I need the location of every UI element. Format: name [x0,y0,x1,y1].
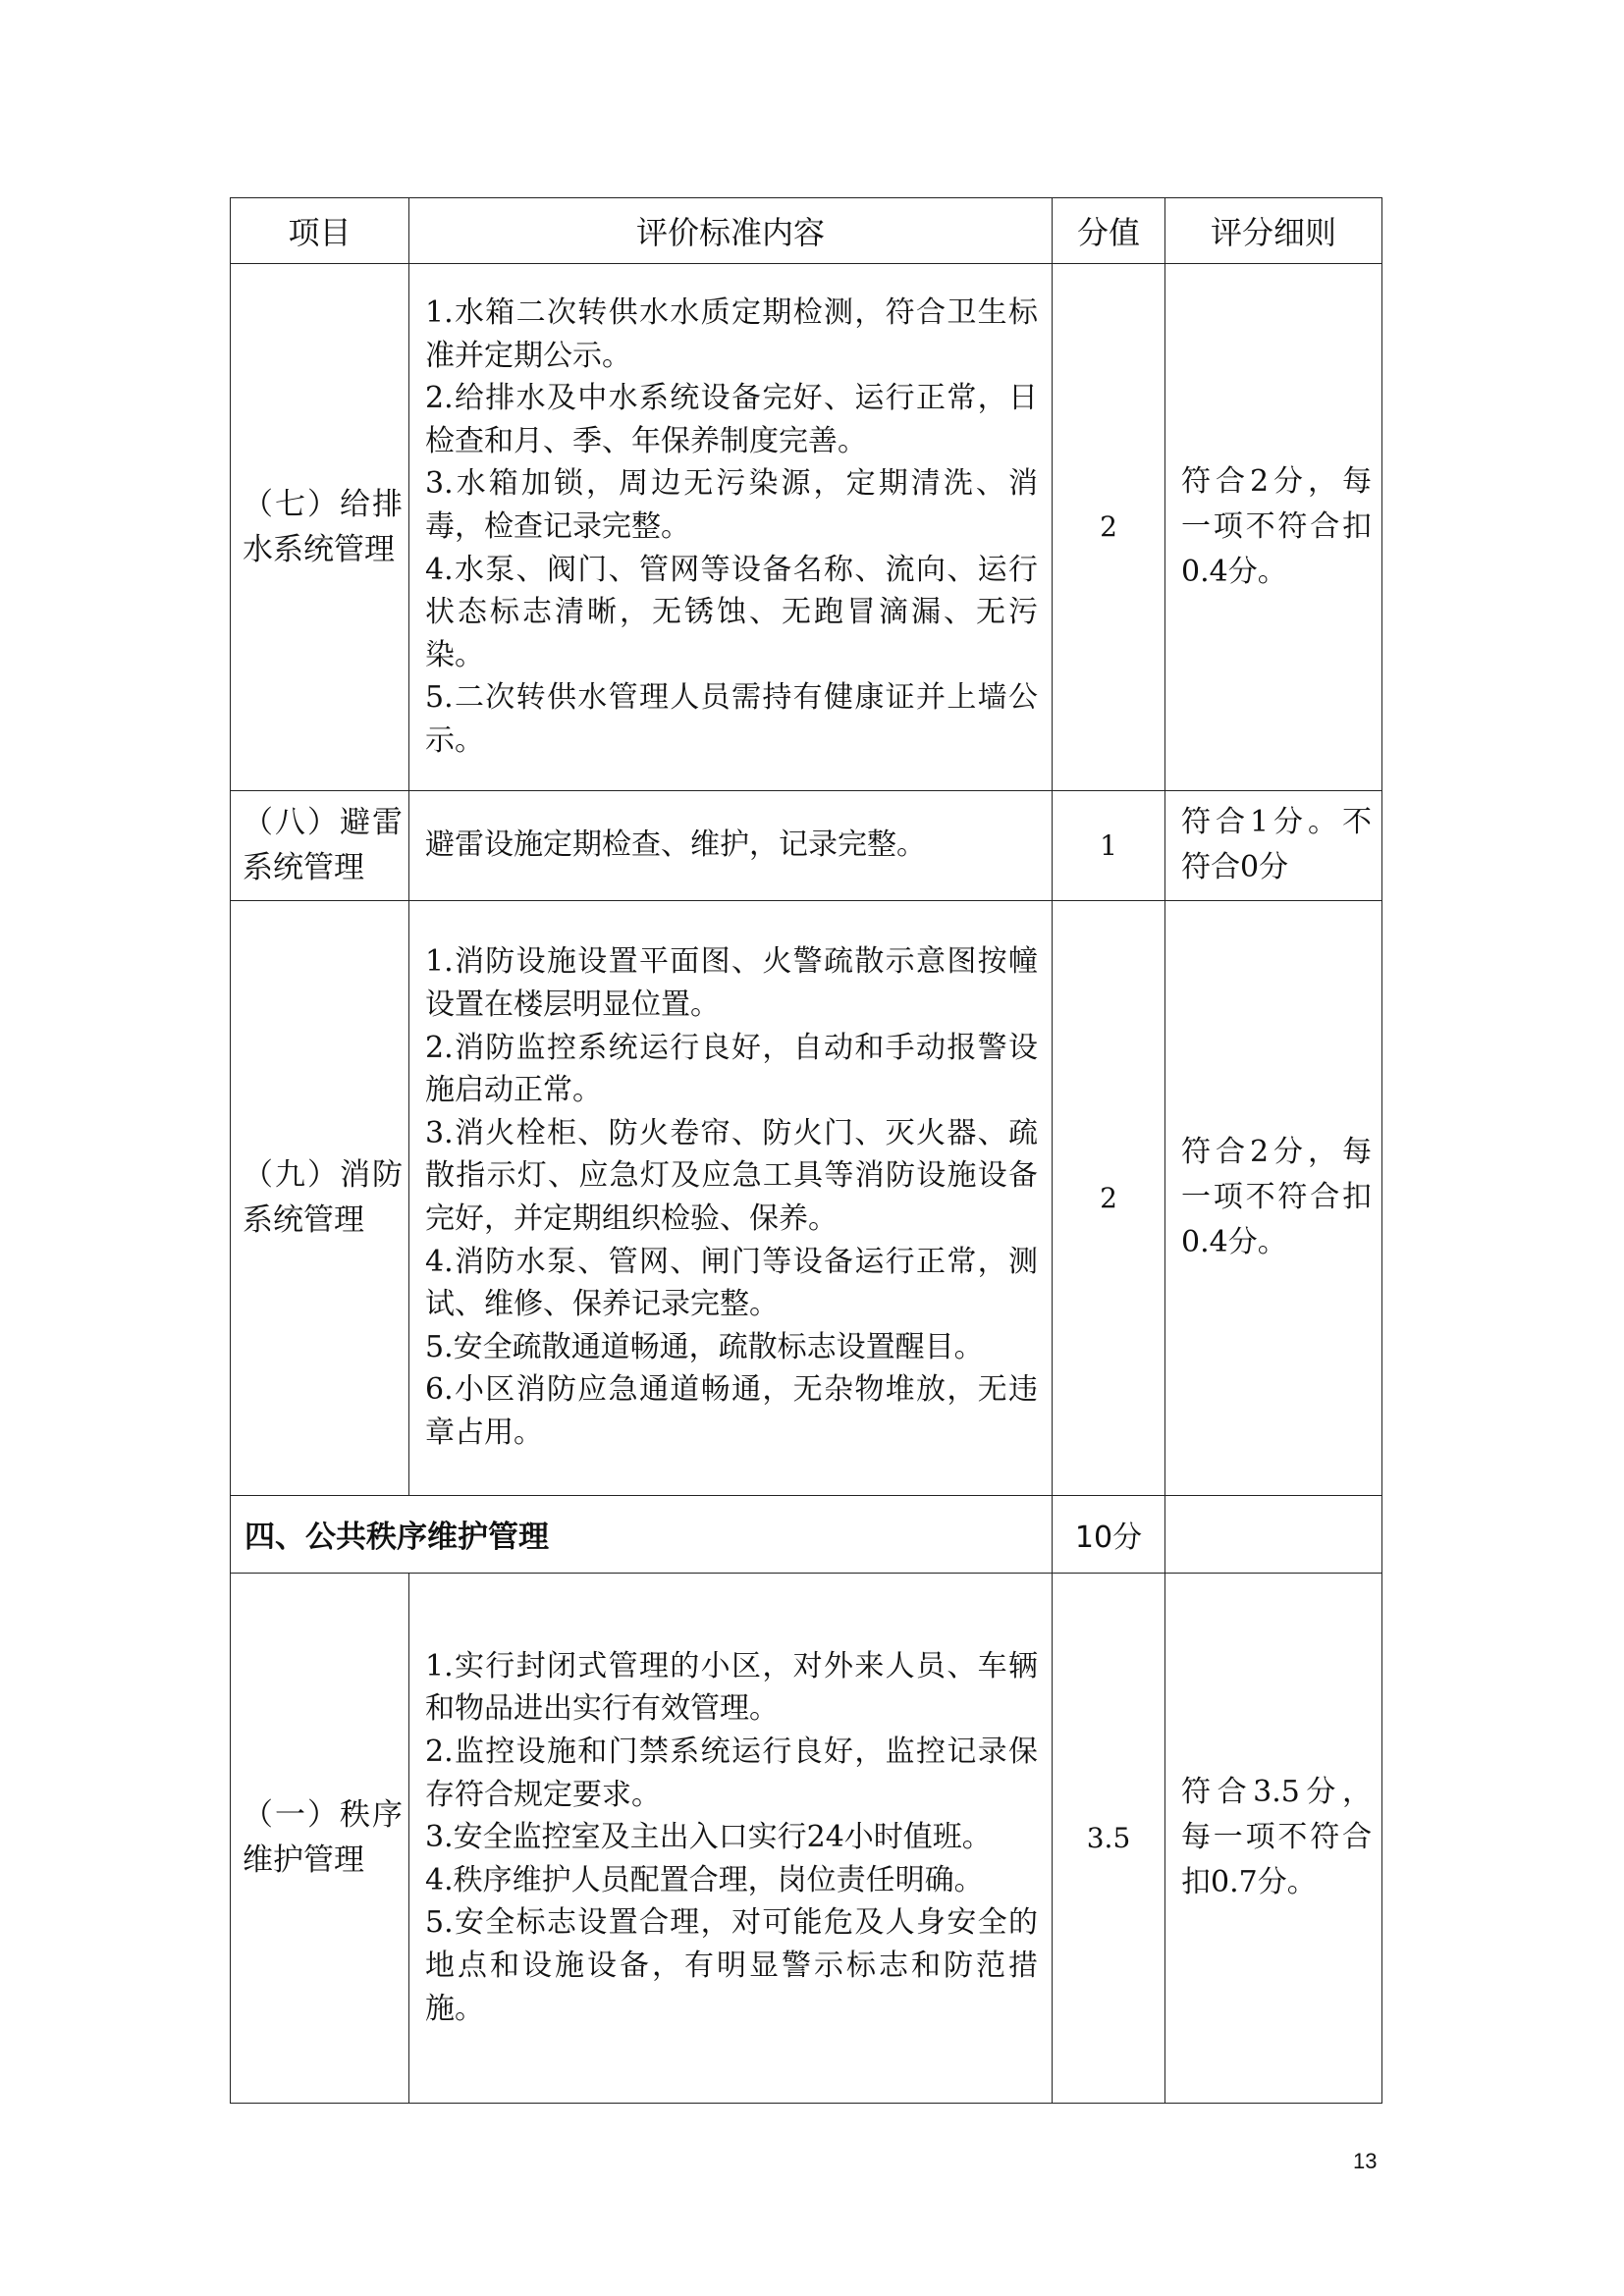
row-content-fire-system [409,900,1053,1495]
table-row [231,264,1382,791]
row-rule-lightning-system: 符合1分。不符合0分 [1165,790,1382,900]
content-line: 5.安全疏散通道畅通，疏散标志设置醒目。 [425,1329,984,1364]
section-empty-cell [1165,1495,1382,1573]
content-line: 1.实行封闭式管理的小区，对外来人员、车辆和物品进出实行有效管理。 [425,1648,1038,1727]
evaluation-table [230,197,1382,2104]
content-line: 4.消防水泵、管网、闸门等设备运行正常，测试、维修、保养记录完整。 [425,1244,1038,1322]
content-line: 4.秩序维护人员配置合理，岗位责任明确。 [425,1862,984,1897]
content-line: 3.安全监控室及主出入口实行24小时值班。 [425,1820,992,1855]
row-item-water-system: （七）给排水系统管理 [231,264,409,791]
table-row [231,1573,1382,2103]
row-item-fire-system: （九）消防系统管理 [231,900,409,1495]
row-rule-water-system: 符合2分，每一项不符合扣0.4分。 [1165,264,1382,791]
row-rule-order-maintenance: 符合3.5分，每一项不符合扣0.7分。 [1165,1573,1382,2103]
row-score-lightning-system: 1 [1053,790,1165,900]
row-rule-fire-system: 符合2分，每一项不符合扣0.4分。 [1165,900,1382,1495]
row-item-lightning-system: （八）避雷系统管理 [231,790,409,900]
content-line: 1.消防设施设置平面图、火警疏散示意图按幢设置在楼层明显位置。 [425,944,1038,1023]
row-item-order-maintenance: （一）秩序维护管理 [231,1573,409,2103]
content-line: 5.安全标志设置合理，对可能危及人身安全的地点和设施设备，有明显警示标志和防范措施。 [425,1905,1038,2026]
section-row [231,1495,1382,1573]
content-line: 2.给排水及中水系统设备完好、运行正常，日检查和月、季、年保养制度完善。 [425,381,1038,458]
row-content-water-system [409,264,1053,791]
row-score-order-maintenance: 3.5 [1053,1573,1165,2103]
section-score: 10分 [1053,1495,1165,1573]
table-row [231,900,1382,1495]
content-line: 3.水箱加锁，周边无污染源，定期清洗、消毒，检查记录完整。 [425,466,1038,544]
header-rule: 评分细则 [1165,198,1382,264]
content-line: 1.水箱二次转供水水质定期检测，符合卫生标准并定期公示。 [425,295,1038,373]
content-line: 3.消火栓柜、防火卷帘、防火门、灭火器、疏散指示灯、应急灯及应急工具等消防设施设备完好，并定期组织检验、保养。 [425,1115,1038,1237]
content-line: 2.消防监控系统运行良好，自动和手动报警设施启动正常。 [425,1030,1038,1108]
header-score: 分值 [1053,198,1165,264]
content-line: 2.监控设施和门禁系统运行良好，监控记录保存符合规定要求。 [425,1735,1038,1812]
table-row [231,790,1382,900]
header-content: 评价标准内容 [409,198,1053,264]
page-number: 13 [1353,2149,1378,2173]
content-line: 避雷设施定期检查、维护，记录完整。 [425,828,926,863]
row-score-fire-system: 2 [1053,900,1165,1495]
content-line: 5.二次转供水管理人员需持有健康证并上墙公示。 [425,680,1038,758]
table-header-row [231,198,1382,264]
row-score-water-system: 2 [1053,264,1165,791]
section-title: 四、公共秩序维护管理 [231,1495,1053,1573]
content-line: 4.水泵、阀门、管网等设备名称、流向、运行状态标志清晰，无锈蚀、无跑冒滴漏、无污染。 [425,552,1038,672]
row-content-lightning-system [409,790,1053,900]
header-item: 项目 [231,198,409,264]
content-line: 6.小区消防应急通道畅通，无杂物堆放，无违章占用。 [425,1372,1038,1450]
row-content-order-maintenance [409,1573,1053,2103]
